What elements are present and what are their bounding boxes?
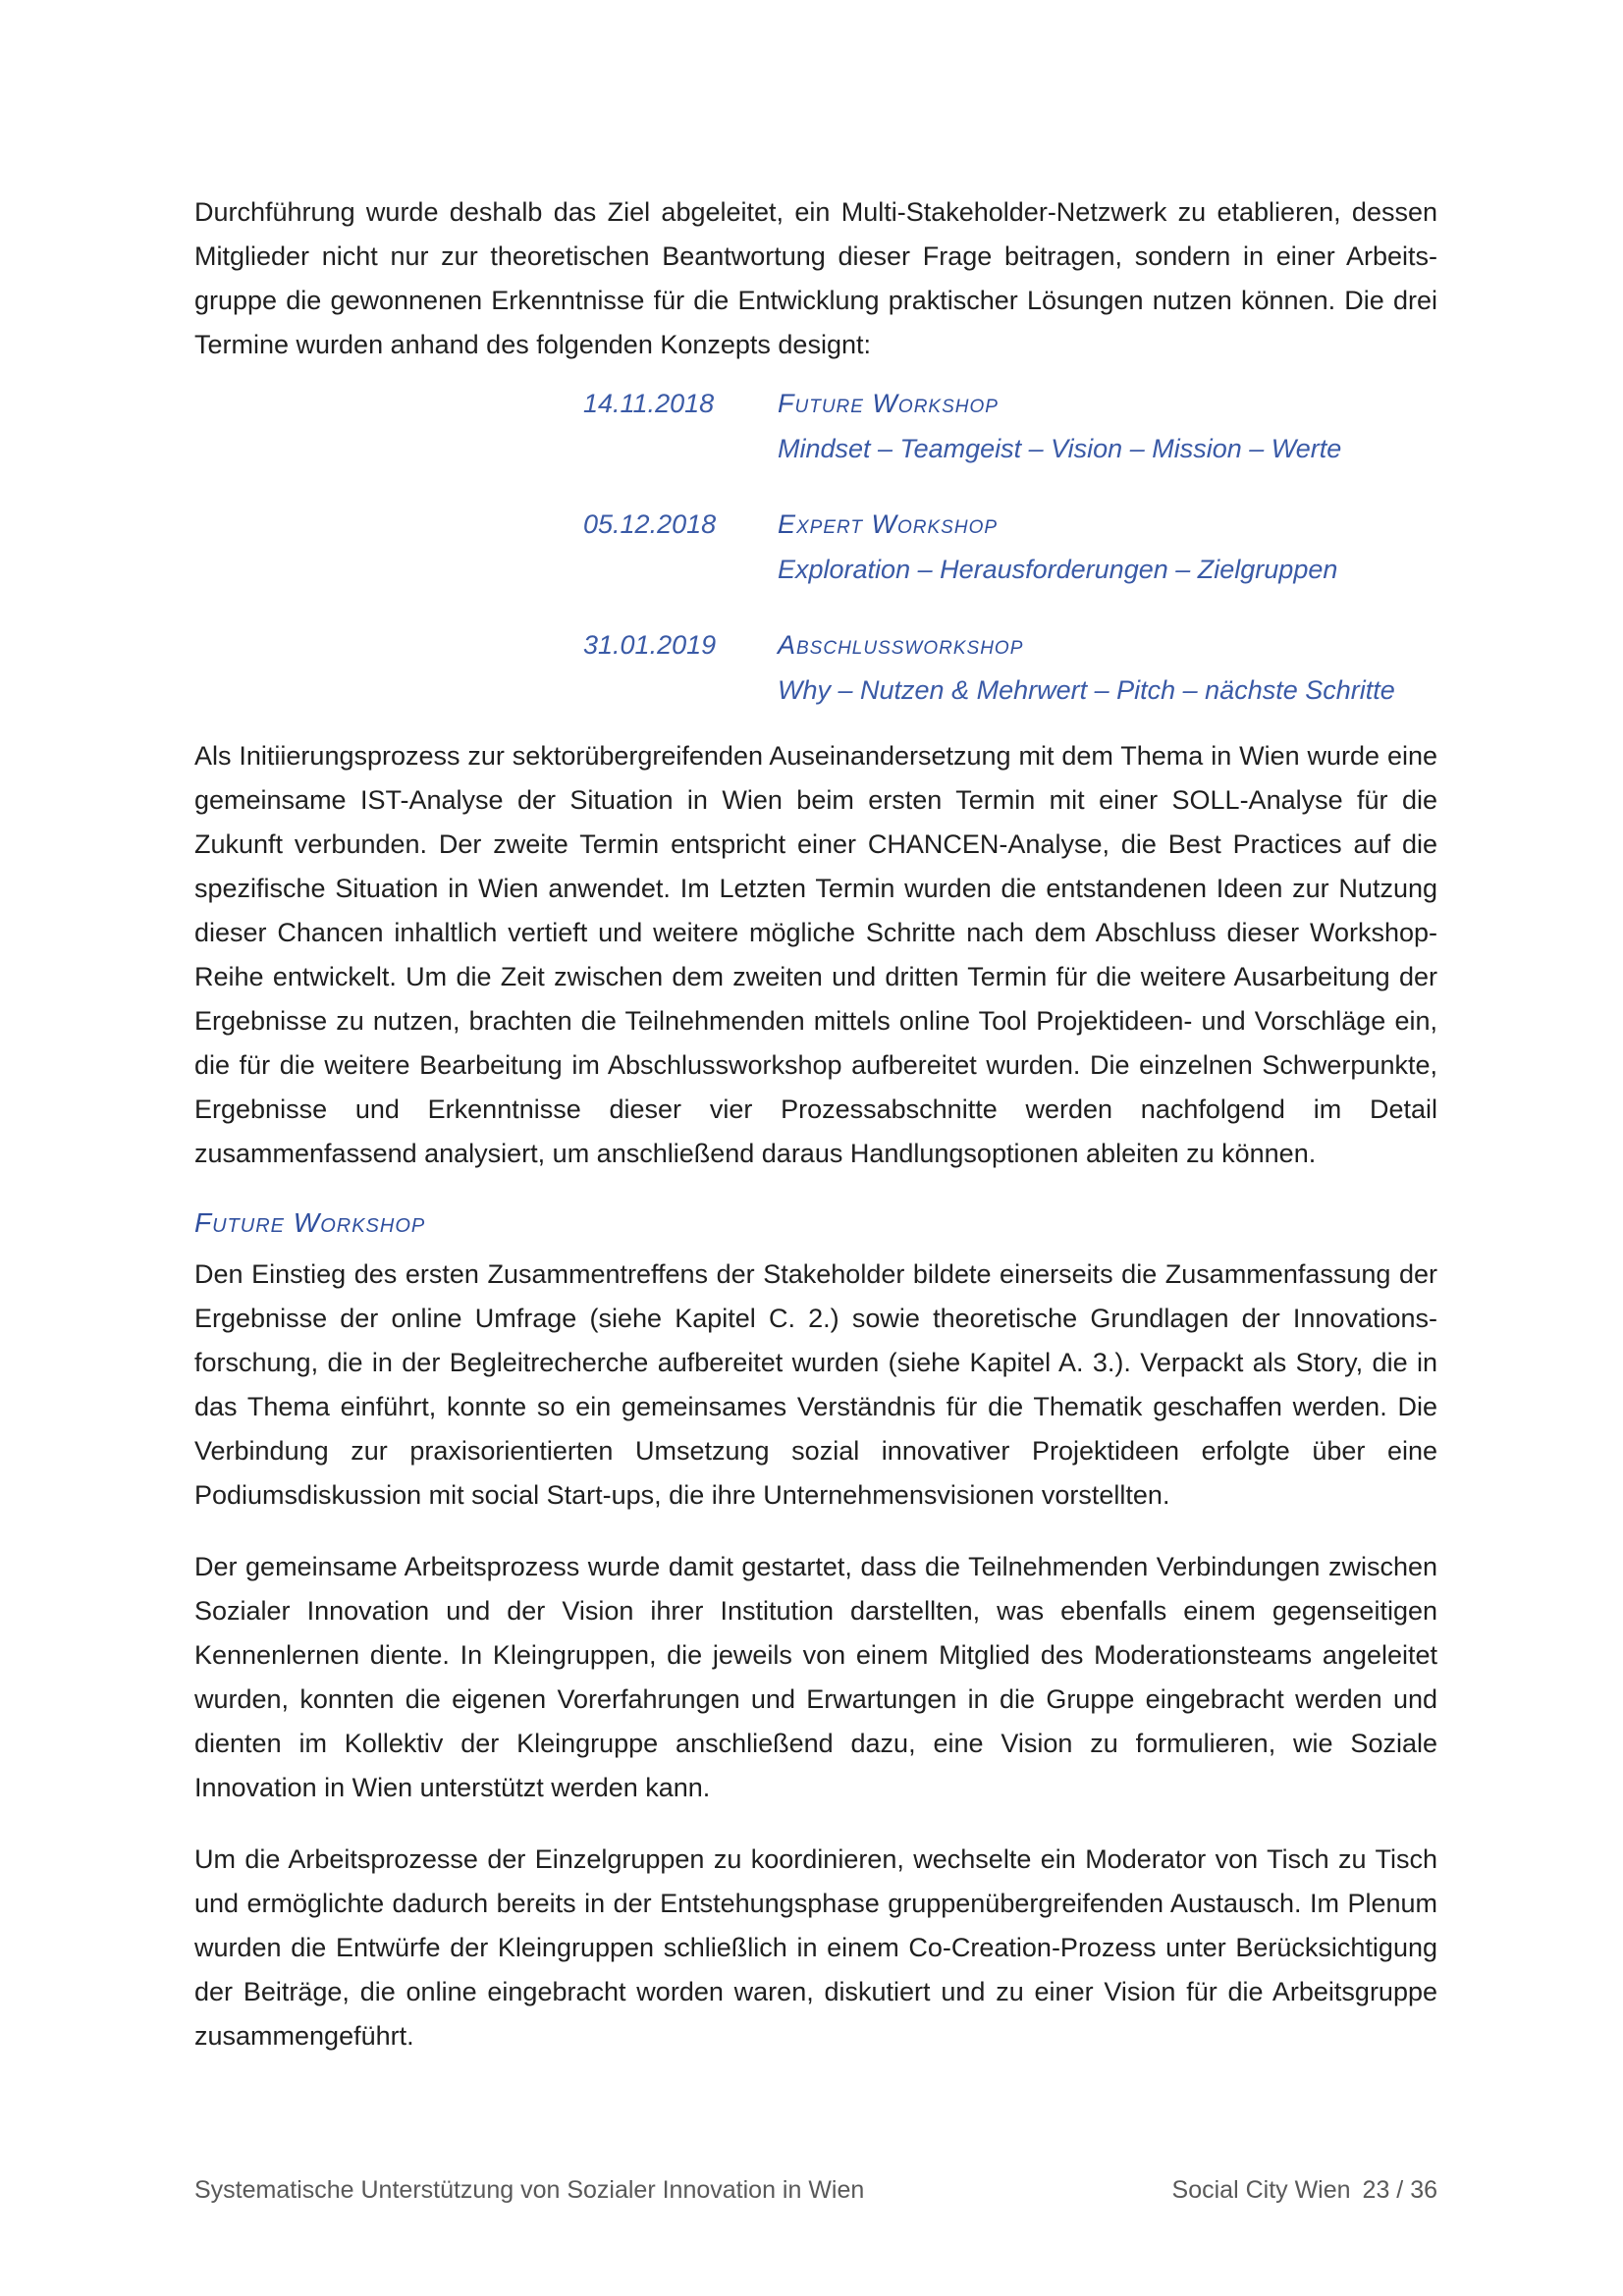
workshop-schedule bbox=[583, 381, 1437, 713]
section-paragraph: Den Einstieg des ersten Zusammentreffens der Stakeholder bildete einerseits die Zusammenfassung der Ergebnisse der online Umfrage (siehe Kapitel C. 2.) sowie theoretische Grundlagen der Innovationsforschung, die in der Begleitrecherche aufbereitet wurden (siehe Kapitel A. 3.). Verpackt als Story, die in das Thema einführt, konnte so ein gemeinsames Verständnis für die Thematik geschaffen werden. Die Verbindung zur praxisorientierten Umsetzung sozial innovativer Projektideen erfolgte über eine Podiumsdiskussion mit social Start-ups, die ihre Unternehmensvisionen vorstellten. bbox=[194, 1259, 1437, 1510]
footer-document-title: Systematische Unterstützung von Sozialer Innovation in Wien bbox=[194, 2176, 865, 2204]
footer-project-name: Social City Wien bbox=[1171, 2176, 1351, 2204]
section-heading: Future Workshop bbox=[194, 1207, 426, 1238]
page-content bbox=[194, 190, 1437, 2058]
schedule-title: Future Workshop bbox=[778, 389, 999, 418]
schedule-date: 14.11.2018 bbox=[583, 389, 715, 418]
section-paragraph: Um die Arbeitsprozesse der Einzelgruppen zu koordinieren, wechselte ein Moderator von Tisch zu Tisch und ermöglichte dadurch bereits in der Entstehungsphase gruppenübergreifenden Austausch. Im Plenum wurden die Entwürfe der Kleingruppen schließlich in einem Co-Creation-Prozess unter Berücksichtigung der Beiträge, die online eingebracht worden waren, diskutiert und zu einer Vision für die Arbeitsgruppe zusammengeführt. bbox=[194, 1844, 1437, 2051]
schedule-row bbox=[583, 622, 1437, 713]
schedule-description: Mindset – Teamgeist – Vision – Mission – Werte bbox=[778, 434, 1342, 463]
schedule-description: Why – Nutzen & Mehrwert – Pitch – nächste Schritte bbox=[778, 675, 1395, 705]
schedule-row bbox=[583, 502, 1437, 592]
schedule-body bbox=[778, 381, 1437, 471]
schedule-description: Exploration – Herausforderungen – Zielgruppen bbox=[778, 555, 1338, 584]
page-footer bbox=[194, 2173, 1437, 2207]
schedule-date: 05.12.2018 bbox=[583, 509, 717, 539]
section-paragraph: Der gemeinsame Arbeitsprozess wurde damit gestartet, dass die Teilnehmenden Verbindungen zwischen Sozialer Innovation und der Vision ihrer Institution darstellten, was ebenfalls einem gegenseitigen Kennenlernen diente. In Kleingruppen, die jeweils von einem Mitglied des Moderationsteams angeleitet wurden, konnten die eigenen Vorerfahrungen und Erwartungen in die Gruppe eingebracht werden und dienten im Kollektiv der Kleingruppe anschließend dazu, eine Vision zu formulieren, wie Soziale Innovation in Wien unterstützt werden kann. bbox=[194, 1552, 1437, 1802]
schedule-title: Abschlussworkshop bbox=[778, 630, 1024, 660]
schedule-title: Expert Workshop bbox=[778, 509, 999, 539]
intro-paragraph: Durchführung wurde deshalb das Ziel abgeleitet, ein Multi-Stakeholder-Netzwerk zu etablieren, dessen Mitglieder nicht nur zur theoretischen Beantwortung dieser Frage beitragen, sondern in einer Arbeitsgruppe die gewonnenen Erkenntnisse für die Entwicklung praktischer Lösungen nutzen können. Die drei Termine wurden anhand des folgenden Konzepts designt: bbox=[194, 197, 1437, 359]
schedule-row bbox=[583, 381, 1437, 471]
page-number: 23 / 36 bbox=[1362, 2176, 1437, 2204]
footer-right bbox=[1172, 2173, 1437, 2207]
schedule-date: 31.01.2019 bbox=[583, 630, 717, 660]
schedule-body bbox=[778, 622, 1437, 713]
schedule-body bbox=[778, 502, 1437, 592]
process-paragraph: Als Initiierungsprozess zur sektorübergreifenden Auseinandersetzung mit dem Thema in Wien wurde eine gemeinsame IST-Analyse der Situation in Wien beim ersten Termin mit einer SOLL-Analyse für die Zukunft verbunden. Der zweite Termin entspricht einer CHANCEN-Analyse, die Best Practices auf die spezifische Situation in Wien anwendet. Im Letzten Termin wurden die entstandenen Ideen zur Nutzung dieser Chancen inhaltlich vertieft und weitere mögliche Schritte nach dem Abschluss dieser Workshop-Reihe entwickelt. Um die Zeit zwischen dem zweiten und dritten Termin für die weitere Ausarbeitung der Ergebnisse zu nutzen, brachten die Teilnehmenden mittels online Tool Projektideen- und Vorschläge ein, die für die weitere Bearbeitung im Abschlussworkshop aufbereitet wurden. Die einzelnen Schwerpunkte, Ergebnisse und Erkenntnisse dieser vier Prozessabschnitte werden nachfolgend im Detail zusammenfassend analysiert, um anschließend daraus Handlungsoptionen ableiten zu können. bbox=[194, 741, 1437, 1168]
